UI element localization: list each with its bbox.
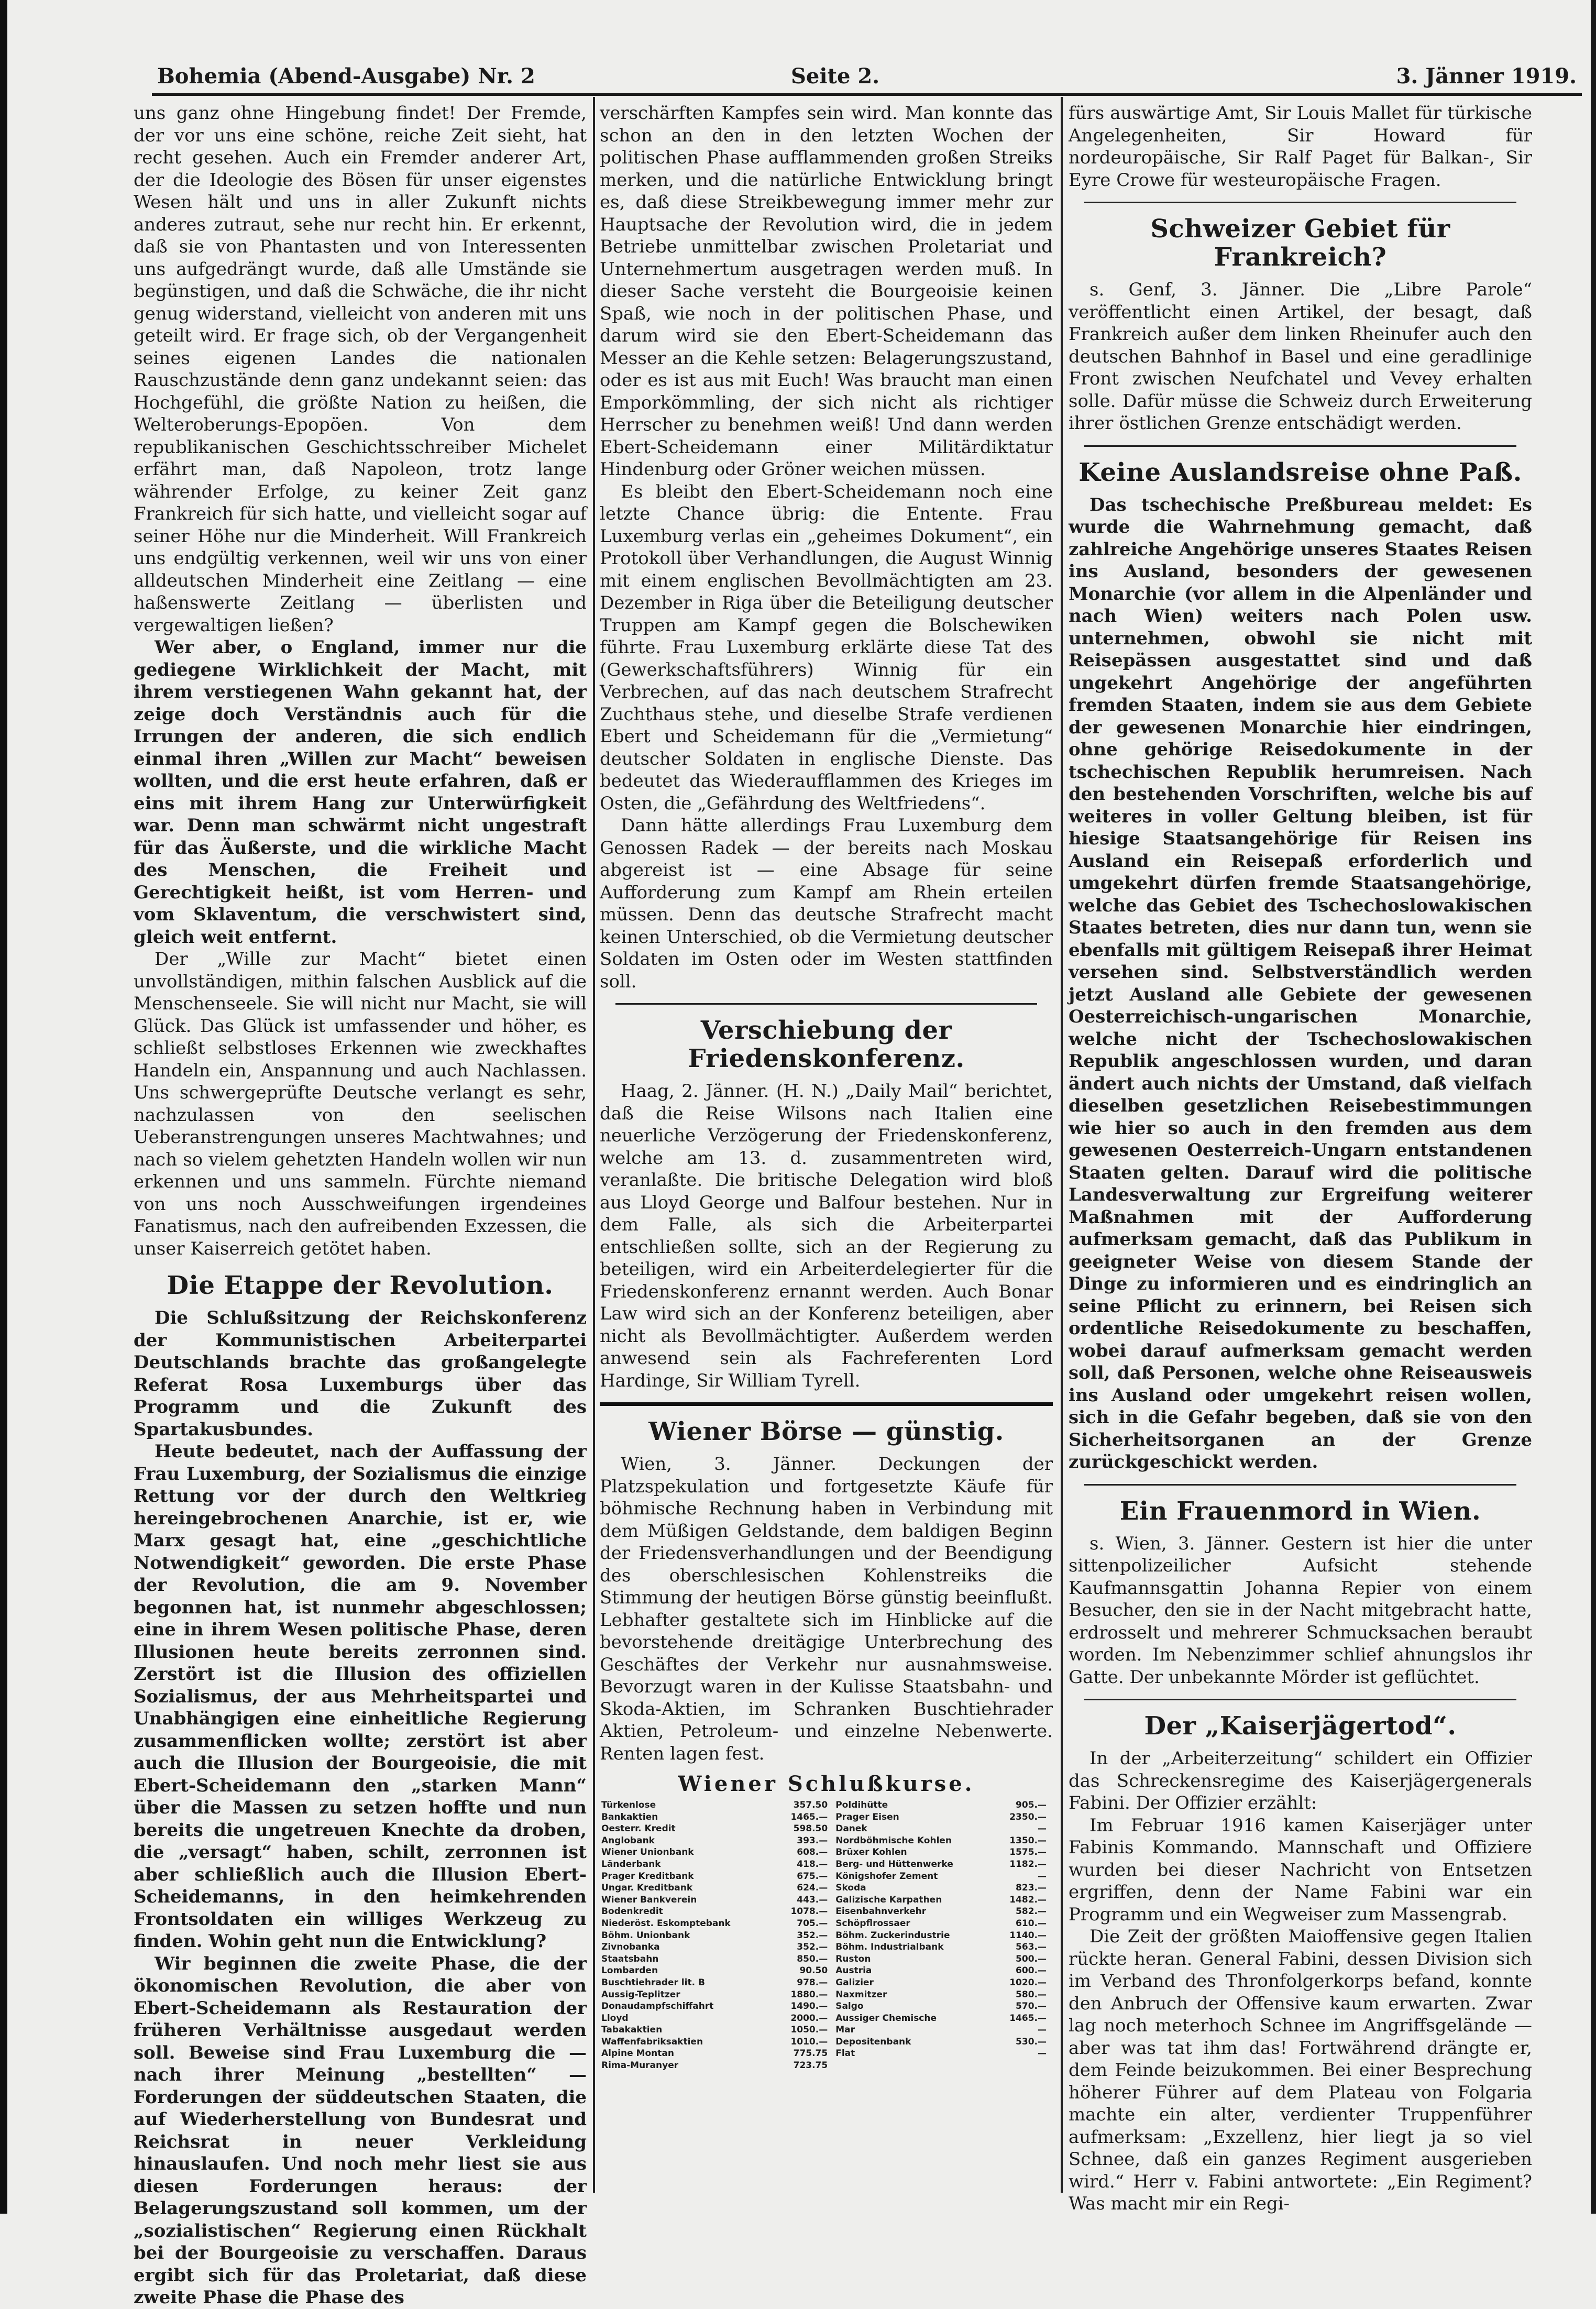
- stock-name: [834, 2060, 993, 2072]
- stock-name: Eisenbahnverkehr: [835, 1906, 927, 1917]
- headline-kaiserjaegertod: Der „Kaiserjägertod“.: [1144, 1711, 1457, 1741]
- stock-name: Königshofer Zement: [835, 1871, 938, 1882]
- stock-price: 775.75: [793, 2048, 828, 2059]
- stock-price: [994, 2060, 1053, 2072]
- stock-price: 608.—: [797, 1847, 828, 1858]
- stock-price: 1880.—: [790, 1989, 828, 2000]
- stock-name: Austria: [835, 1965, 872, 1976]
- stock-price: 352.—: [797, 1942, 828, 1953]
- stock-row: [600, 1811, 1053, 1823]
- stock-name: Staatsbahn: [601, 1953, 659, 1964]
- stock-name: Naxmitzer: [835, 1989, 887, 2000]
- stock-name: Böhm. Zuckerindustrie: [835, 1930, 950, 1941]
- stock-price: 1465.—: [1009, 2013, 1047, 2024]
- article-paragraph: Das tschechische Preßbureau meldet: Es wurde die Wahrnehmung gemacht, daß zahlreiche Angehörige unseres Staates Reisen ins Ausland, besonders der gewesenen Monarchie (vor allem in die Alpenländer und nach Wien) weiters nach Polen usw. unternehmen, obwohl sie nicht mit Reisepässen ausgestattet sind und daß ungekehrt Angehörige der angeführten fremden Staaten, indem sie aus dem Gebiete der gewesenen Monarchie hier eindringen, ohne gehörige Reisedokumente in der tschechischen Republik herumreisen. Nach den bestehenden Vorschriften, welche bis auf weiteres in voller Geltung bleiben, ist für hiesige Staatsangehörige für Reisen ins Ausland ein Reisepaß erforderlich und umgekehrt dürfen fremde Staatsangehörige, welche das Gebiet des Tschechoslowakischen Staates betreten, dies nur dann tun, wenn sie ebenfalls mit gültigem Reisepaß ihrer Heimat versehen sind. Selbstverständlich werden jetzt Ausland alle Gebiete der gewesenen Oesterreichisch-ungarischen Monarchie, welche nicht der Tschechoslowakischen Republik angeschlossen wurden, und daran ändert auch nichts der Umstand, daß vielfach dieselben gesetzlichen Reisebestimmungen wie hier so auch in den fremden aus dem gewesenen Oesterreich-Ungarn entstandenen Staaten gelten. Darauf wird die politische Landesverwaltung zur Ergreifung weiterer Maßnahmen mit der Aufforderung aufmerksam gemacht, daß das Publikum in geeigneter Weise von diesem Stande der Dinge zu informieren und es eindringlich an seine Pflicht zu erinnern, bei Reisen sich ordentliche Reisedokumente zu beschaffen, wobei darauf aufmerksam gemacht werden soll, daß Personen, welche ohne Reiseausweis ins Ausland oder umgekehrt reisen wollen, sich in die Gefahr begeben, daß sie von den Sicherheitsorganen an der Grenze zurückgeschickt werden.: [1069, 494, 1532, 1472]
- stock-name: Wiener Bankverein: [601, 1894, 697, 1905]
- stock-row: [600, 1882, 1053, 1894]
- stock-name: Galizische Karpathen: [835, 1894, 942, 1905]
- stock-price: 1050.—: [790, 2025, 828, 2036]
- article-paragraph: Der „Wille zur Macht“ bietet einen unvollständigen, mithin falschen Ausblick auf die Menschenseele. Sie will nicht nur Macht, sie will Glück. Das Glück ist umfassender und höher, es schließt selbstloses Erkennen wie zweckhaftes Handeln ein, Anspannung und auch Nachlassen. Uns schwergeprüfte Deutsche verlangt es sehr, nachzulassen von den seelischen Ueberanstrengungen unseres Machtwahnes; und nach so vielem gehetzten Handeln wollen wir nun erkennen und uns sammeln. Fürchte niemand von uns noch Ausschweifungen irgendeines Fanatismus, nach den aufreibenden Exzessen, die unser Kaiserreich getötet haben.: [134, 949, 587, 1259]
- stock-price: 1010.—: [790, 2036, 828, 2047]
- stock-name: Anglobank: [601, 1835, 655, 1846]
- stock-price: 705.—: [797, 1918, 828, 1929]
- stock-row: [600, 1799, 1053, 1811]
- stock-price: 443.—: [797, 1894, 828, 1905]
- stock-name: Brüxer Kohlen: [835, 1847, 907, 1858]
- article-paragraph: Dann hätte allerdings Frau Luxemburg dem Genossen Radek — der bereits nach Moskau abgereist ist — eine Absage für seine Aufforderung zum Kampf am Rhein erteilen müssen. Denn das deutsche Strafrecht macht keinen Unterschied, ob die Vermietung deutscher Soldaten im Osten oder im Westen stattfinden soll.: [600, 815, 1053, 992]
- headline-etappe: Die Etappe der Revolution.: [167, 1271, 554, 1300]
- stock-price: 570.—: [1016, 2001, 1047, 2012]
- newspaper-masthead: Bohemia (Abend-Ausgabe) Nr. 2: [157, 64, 535, 89]
- stock-price: 1350.—: [1009, 1835, 1047, 1846]
- stock-name: Böhm. Industrialbank: [835, 1942, 944, 1953]
- article-paragraph: fürs auswärtige Amt, Sir Louis Mallet für türkische Angelegenheiten, Sir Howard für nordeuropäische, Sir Ralf Paget für Balkan-, Sir Eyre Crowe für westeuropäische Fragen.: [1069, 103, 1532, 191]
- stock-price: 352.—: [797, 1930, 828, 1941]
- stock-name: Mar: [835, 2025, 855, 2036]
- stock-row: [600, 1871, 1053, 1883]
- section-rule: [1084, 445, 1516, 447]
- stock-price: 2000.—: [790, 2013, 828, 2024]
- stock-row: [600, 1906, 1053, 1918]
- stock-name: Rima-Muranyer: [601, 2060, 679, 2071]
- article-paragraph: verschärften Kampfes sein wird. Man konnte das schon an den in den letzten Wochen der politischen Phase aufflammenden großen Streiks merken, und die natürliche Entwicklung bringt es, daß diese Streikbewegung immer mehr zur Hauptsache der Revolution wird, die in jedem Betriebe unmittelbar zwischen Proletariat und Unternehmertum ausgetragen werden muß. In dieser Sache versteht die Bourgeoisie keinen Spaß, wie noch in der politischen Phase, und darum wird sie den Ebert-Scheidemann das Messer an die Kehle setzen: Belagerungszustand, oder es ist aus mit Euch! Was braucht man einen Emporkömmling, der sich nicht als richtiger Herrscher zu benehmen weiß! Und dann werden Ebert-Scheidemann einer Militärdiktatur Hindenburg oder Gröner weichen müssen.: [600, 103, 1053, 480]
- stock-price: 1465.—: [790, 1811, 828, 1822]
- stock-price: 580.—: [1016, 1989, 1047, 2000]
- stock-price: 563.—: [1016, 1942, 1047, 1953]
- stock-price: 850.—: [797, 1953, 828, 1964]
- stock-name: Lombarden: [601, 1965, 658, 1976]
- stock-name: Zivnobanka: [601, 1942, 660, 1953]
- stock-row: [600, 2024, 1053, 2036]
- stock-name: Prager Kreditbank: [601, 1871, 694, 1882]
- stock-price: 600.—: [1016, 1965, 1047, 1976]
- stock-name: Bodenkredit: [601, 1906, 663, 1917]
- stock-price: 1020.—: [1009, 1977, 1047, 1988]
- issue-date: 3. Jänner 1919.: [1396, 64, 1577, 89]
- column-2: [600, 102, 1053, 2193]
- stock-name: Waffenfabriksaktien: [601, 2036, 703, 2047]
- stock-price: 1482.—: [1009, 1894, 1047, 1905]
- stock-row: [600, 1918, 1053, 1930]
- headline-frauenmord: Ein Frauenmord in Wien.: [1119, 1496, 1481, 1526]
- stock-row: [600, 1846, 1053, 1859]
- stock-name: Prager Eisen: [835, 1811, 899, 1822]
- stock-row: [600, 1835, 1053, 1847]
- section-rule: [1084, 1699, 1516, 1700]
- headline-pass: Keine Auslandsreise ohne Paß.: [1078, 457, 1522, 487]
- stock-row: [600, 1965, 1053, 1977]
- stock-price: 357.50: [793, 1800, 828, 1810]
- stock-price: 624.—: [797, 1883, 828, 1894]
- column-1: [134, 102, 587, 2308]
- stock-name: Flat: [835, 2048, 855, 2059]
- stock-price: 418.—: [797, 1859, 828, 1870]
- stock-row: [600, 1941, 1053, 1953]
- column-rule: [593, 97, 595, 2193]
- header-rule: [152, 93, 1582, 96]
- column-rule: [1061, 97, 1063, 2193]
- stock-name: Aussiger Chemische: [835, 2013, 937, 2024]
- stock-price: 978.—: [797, 1977, 828, 1988]
- stock-price: 1490.—: [790, 2001, 828, 2012]
- stock-name: Poldihütte: [835, 1800, 888, 1810]
- stock-row: [600, 1930, 1053, 1942]
- stock-price: —: [1038, 2048, 1047, 2059]
- stock-price: 610.—: [1016, 1918, 1047, 1929]
- stock-name: Bankaktien: [601, 1811, 658, 1822]
- stock-name: Berg- und Hüttenwerke: [835, 1859, 953, 1870]
- stock-name: Oesterr. Kredit: [601, 1823, 676, 1834]
- stock-price: 723.75: [793, 2060, 828, 2071]
- section-rule: [1084, 202, 1516, 203]
- stock-name: Niederöst. Eskomptebank: [601, 1918, 731, 1929]
- page-number: Seite 2.: [791, 64, 880, 89]
- stock-row: [600, 1894, 1053, 1906]
- stock-price: 1575.—: [1009, 1847, 1047, 1858]
- stock-price: 1182.—: [1009, 1859, 1047, 1870]
- article-paragraph: Es bleibt den Ebert-Scheidemann noch eine letzte Chance übrig: die Entente. Frau Luxemburg verlas ein „geheimes Dokument“, ein Protokoll über Verhandlungen, die August Winnig mit einem englischen Bevollmächtigten am 23. Dezember in Riga über die Beteiligung deutscher Truppen am Kampf gegen die Bolschewiken führte. Frau Luxemburg erklärte diese Tat des (Gewerkschaftsführers) Winnig für ein Verbrechen, auf das nach deutschem Strafrecht Zuchthaus stehe, und dieselbe Strafe verdienen Ebert und Scheidemann für die „Vermietung“ deutscher Soldaten in englische Dienste. Das bedeutet das Wiederaufflammen des Krieges im Osten, die „Gefährdung des Weltfriedens“.: [600, 481, 1053, 814]
- stock-price: 2350.—: [1009, 1811, 1047, 1822]
- stock-name: Galizier: [835, 1977, 874, 1988]
- stock-price: 1140.—: [1009, 1930, 1047, 1941]
- article-paragraph: In der „Arbeiterzeitung“ schildert ein Offizier das Schreckensregime des Kaiserjägergenerals Fabini. Der Offizier erzählt:: [1069, 1748, 1532, 1813]
- article-paragraph: uns ganz ohne Hingebung findet! Der Fremde, der vor uns eine schöne, reiche Zeit sieht, hat recht gesehen. Auch ein Fremder anderer Art, der die Ideologie des Bösen für unser eigenstes Wesen hält und uns in aller Zukunft nichts anderes zutraut, sehe nur recht hin. Er erkennt, daß sie von Phantasten und von Interessenten uns aufgedrängt wurde, daß alle Umstände sie begünstigen, und daß die Schwäche, die ihr nicht genug widerstand, vielleicht von anderen mit uns geteilt wird. Er frage sich, ob der Vergangenheit seines eigenen Landes die nationalen Rauschzustände denn ganz undekannt seien: das Hochgefühl, die größte Nation zu heißen, die Welteroberungs-Epopöen. Von dem republikanischen Geschichtsschreiber Michelet erfährt man, daß Napoleon, trotz lange währender Erfolge, zu keiner Zeit ganz Frankreich für sich hatte, und vielleicht sogar auf seiner Höhe nur die Minderheit. Will Frankreich uns endgültig verkennen, weil wir uns von einer alldeutschen Minderheit eine Zeitlang — eine haßenswerte Zeitlang — überlisten und vergewaltigen ließen?: [134, 103, 587, 636]
- article-paragraph: Heute bedeutet, nach der Auffassung der Frau Luxemburg, der Sozialismus die einzige Rettung vor der durch den Weltkrieg hereingebrochenen Anarchie, ist er, wie Marx gesagt hat, eine „geschichtliche Notwendigkeit“ geworden. Die erste Phase der Revolution, die am 9. November begonnen hat, ist nunmehr abgeschlossen; eine in ihrem Wesen politische Phase, deren Illusionen heute bereits zerronnen sind. Zerstört ist die Illusion des offiziellen Sozialismus, der aus Mehrheitspartei und Unabhängigen eine einheitliche Regierung zusammenflicken wollte; zerstört ist aber auch die Illusion der Bourgeoisie, die mit Ebert-Scheidemann den „starken Mann“ über die Massen zu setzen hoffte und nun bereits die ungetreuen Knechte da droben, die „versagt“ haben, schilt, zerronnen ist aber schließlich auch die Illusion Ebert-Scheidemanns, in den heimkehrenden Frontsoldaten ein williges Werkzeug zu finden. Wohin geht nun die Entwicklung?: [134, 1441, 587, 1952]
- stock-name: Länderbank: [601, 1859, 661, 1870]
- stock-price: 500.—: [1016, 1953, 1047, 1964]
- stock-row: [600, 1989, 1053, 2001]
- stock-name: Salgo: [835, 2001, 864, 2012]
- stock-price: 393.—: [797, 1835, 828, 1846]
- stock-name: Wiener Unionbank: [601, 1847, 694, 1858]
- stock-price: 1078.—: [790, 1906, 828, 1917]
- stock-name: Donaudampfschiffahrt: [601, 2001, 714, 2012]
- stock-name: Alpine Montan: [601, 2048, 674, 2059]
- stock-row: [600, 1859, 1053, 1871]
- stock-price: 598.50: [793, 1823, 828, 1834]
- stock-name: Aussig-Teplitzer: [601, 1989, 680, 2000]
- stock-quotes-table: [600, 1799, 1053, 2072]
- headline-schweiz: Schweizer Gebiet für Frankreich?: [1150, 214, 1450, 272]
- page-header: [157, 58, 1577, 94]
- stock-row: [600, 1977, 1053, 1989]
- stock-row: [600, 2048, 1053, 2060]
- stock-name: Lloyd: [601, 2013, 629, 2024]
- stock-name: Danek: [835, 1823, 867, 1834]
- stock-row: [600, 2060, 1053, 2072]
- stock-row: [600, 1823, 1053, 1835]
- stock-price: 530.—: [1016, 2036, 1047, 2047]
- headline-friedenskonferenz: Verschiebung der Friedenskonferenz.: [688, 1016, 965, 1073]
- article-paragraph: s. Genf, 3. Jänner. Die „Libre Parole“ veröffentlicht einen Artikel, der besagt, daß Frankreich außer dem linken Rheinufer auch den deutschen Bahnhof in Basel und eine geradlinige Front zwischen Neufchatel und Vevey erhalten solle. Dafür müsse die Schweiz durch Erweiterung ihrer östlichen Grenze entschädigt werden.: [1069, 279, 1532, 434]
- section-rule: [1084, 1484, 1516, 1486]
- article-paragraph: Haag, 2. Jänner. (H. N.) „Daily Mail“ berichtet, daß die Reise Wilsons nach Italien eine neuerliche Verzögerung der Friedenskonferenz, welche am 13. d. zusammentreten wird, veranlaßte. Die britische Delegation wird bloß aus Lloyd George und Balfour bestehen. Nur in dem Falle, als sich die Arbeiterpartei entschließen sollte, sich an der Regierung zu beteiligen, wird ein Arbeiterdelegierter für die Friedenskonferenz ernannt werden. Auch Bonar Law wird sich an der Konferenz beteiligen, aber nicht als Bevollmächtigter. Außerdem werden anwesend sein als Fachreferenten Lord Hardinge, Sir William Tyrell.: [600, 1081, 1053, 1391]
- article-paragraph: Im Februar 1916 kamen Kaiserjäger unter Fabinis Kommando. Mannschaft und Offiziere wurden bei dieser Nachricht von Entsetzen ergriffen, denn der Name Fabini war ein Programm und ein Wegweiser zum Massengrab.: [1069, 1815, 1532, 1925]
- stock-row: [600, 1953, 1053, 1965]
- stock-name: Schöpflrossaer: [835, 1918, 910, 1929]
- stock-price: —: [1038, 1871, 1047, 1882]
- stock-price: —: [1038, 2025, 1047, 2036]
- article-paragraph: s. Wien, 3. Jänner. Gestern ist hier die unter sittenpolizeilicher Aufsicht stehende Kaufmannsgattin Johanna Repier von einem Besucher, den sie in der Nacht mitgebracht hatte, erdrosselt und mehrerer Schmucksachen beraubt worden. Im Nebenzimmer schlief ahnungslos ihr Gatte. Der unbekannte Mörder ist geflüchtet.: [1069, 1533, 1532, 1688]
- stock-row: [600, 2036, 1053, 2048]
- stock-name: Skoda: [835, 1883, 866, 1894]
- headline-boerse: Wiener Börse — günstig.: [648, 1417, 1004, 1446]
- stock-name: Türkenlose: [601, 1800, 656, 1810]
- article-paragraph: Wir beginnen die zweite Phase, die der ökonomischen Revolution, die aber von Ebert-Scheidemann als Restauration der früheren Verhältnisse ausgedaut werden soll. Beweise sind Frau Luxemburg die — nach ihrer Meinung „bestellten“ — Forderungen der süddeutschen Staaten, die auf Wiederherstellung von Bundesrat und Reichsrat in neuer Verkleidung hinauslaufen. Und noch mehr liest sie aus diesen Forderungen heraus: der Belagerungszustand soll kommen, um der „sozialistischen“ Regierung einen Rückhalt bei der Bourgeoisie zu verschaffen. Daraus ergibt sich für das Proletariat, daß diese zweite Phase die Phase des: [134, 1953, 587, 2308]
- stock-price: 823.—: [1016, 1883, 1047, 1894]
- stock-price: 582.—: [1016, 1906, 1047, 1917]
- stock-row: [600, 2013, 1053, 2025]
- stock-price: 905.—: [1016, 1800, 1047, 1810]
- stock-price: —: [1038, 1823, 1047, 1834]
- column-3: [1069, 102, 1532, 2214]
- stock-name: Böhm. Unionbank: [601, 1930, 690, 1941]
- stock-table-title: Wiener Schlußkurse.: [678, 1772, 975, 1796]
- article-paragraph: Wien, 3. Jänner. Deckungen der Platzspekulation und fortgesetzte Käufe für böhmische Rechnung haben in Verbindung mit dem Müßigen Geldstande, dem baldigen Beginn der Friedensverhandlungen und der Beendigung des oberschlesischen Kohlenstreiks die Stimmung der heutigen Börse günstig beeinflußt. Lebhafter gestaltete sich im Hinblicke auf die bevorstehende dreitägige Unterbrechung des Geschäftes der Verkehr nur ausnahmsweise. Bevorzugt waren in der Kulisse Staatsbahn- und Skoda-Aktien, im Schranken Buschtiehrader Aktien, Petroleum- und einzelne Nebenwerte. Renten lagen fest.: [600, 1454, 1053, 1764]
- stock-name: Ruston: [835, 1953, 871, 1964]
- stock-name: Tabakaktien: [601, 2025, 663, 2036]
- article-paragraph: Wer aber, o England, immer nur die gediegene Wirklichkeit der Macht, mit ihrem verstiegenen Wahn gekannt hat, der zeige doch Verständnis auch für die Irrungen der anderen, die sich endlich einmal ihren „Willen zur Macht“ beweisen wollten, und die erst heute erfahren, daß er eins mit ihrem Hang zur Unterwürfigkeit war. Denn man schwärmt nicht ungestraft für das Äußerste, und die wirkliche Macht des Menschen, die Freiheit und Gerechtigkeit heißt, ist vom Herren- und vom Sklaventum, die verschwistert sind, gleich weit entfernt.: [134, 637, 587, 948]
- stock-row: [600, 2000, 1053, 2013]
- section-rule-thick: [600, 1402, 1053, 1406]
- article-paragraph: Die Schlußsitzung der Reichskonferenz der Kommunistischen Arbeiterpartei Deutschlands brachte das großangelegte Referat Rosa Luxemburgs über das Programm und die Zukunft des Spartakusbundes.: [134, 1307, 587, 1440]
- stock-price: 675.—: [797, 1871, 828, 1882]
- article-paragraph: Die Zeit der größten Maioffensive gegen Italien rückte heran. General Fabini, dessen Division sich im Verband des Thronfolgerkorps befand, konnte den Anbruch der Offensive kaum erwarten. Zwar lag noch meterhoch Schnee im Angriffsgelände — aber was tat ihm das! Fortwährend drängte er, dem Feinde beizukommen. Bei einer Besprechung höherer Führer auf dem Plateau von Folgaria machte ein alter, verdienter Truppenführer aufmerksam: „Exzellenz, hier liegt ja so viel Schnee, daß ein ganzes Regiment ausgerieben wird.“ Herr v. Fabini antwortete: „Ein Regiment? Was macht mir ein Regi-: [1069, 1926, 1532, 2214]
- section-rule: [615, 1003, 1037, 1005]
- stock-name: Ungar. Kreditbank: [601, 1883, 693, 1894]
- stock-name: Depositenbank: [835, 2036, 911, 2047]
- stock-price: 90.50: [799, 1965, 828, 1976]
- stock-name: Nordböhmische Kohlen: [835, 1835, 952, 1846]
- stock-name: Buschtiehrader lit. B: [601, 1977, 705, 1988]
